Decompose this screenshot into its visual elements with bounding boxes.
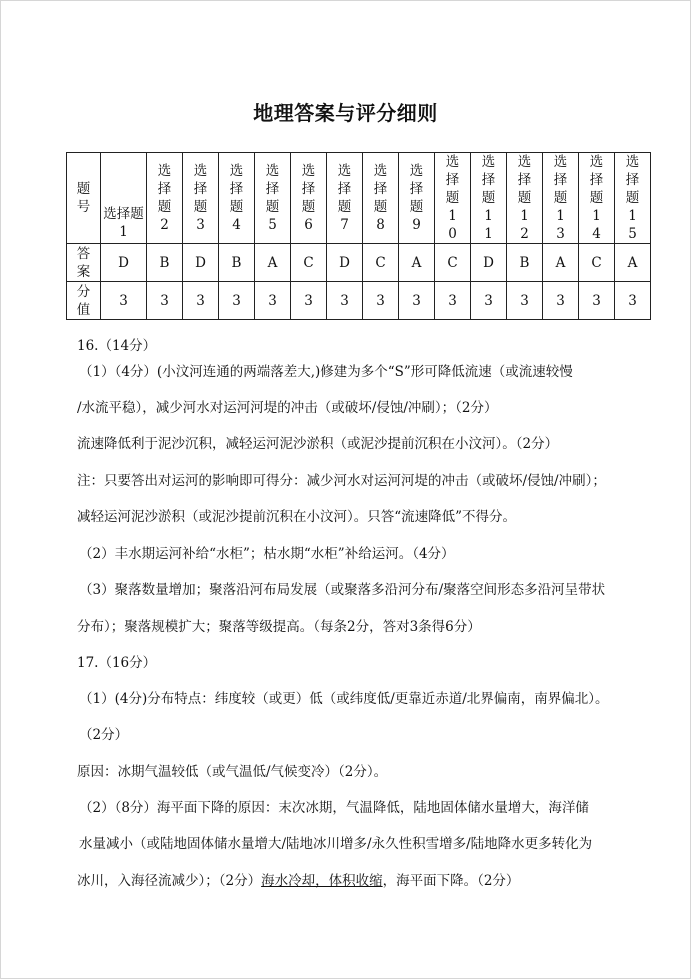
table-row-question <box>67 153 651 244</box>
answer-table <box>66 152 651 320</box>
table-cell-answer: B <box>507 244 543 282</box>
table-cell-answer: C <box>363 244 399 282</box>
table-cell-answer: A <box>543 244 579 282</box>
q17-part1-line2: （2分） <box>79 727 129 743</box>
q16-note-line1: 注：只要答出对运河的影响即可得分：减少河水对运河河堤的冲击（或破坏/侵蚀/冲刷）； <box>77 473 606 489</box>
table-cell-question: 选择题3 <box>183 153 219 244</box>
table-cell-score: 3 <box>435 282 471 320</box>
q16-heading: 16.（14分） <box>77 338 157 354</box>
page-title: 地理答案与评分细则 <box>253 101 438 125</box>
table-cell-answer: B <box>219 244 255 282</box>
q17-heading: 17.（16分） <box>77 655 157 671</box>
table-cell-score: 3 <box>183 282 219 320</box>
table-cell-question: 选择题1 <box>101 153 147 244</box>
q17-reason: 原因：冰期气温较低（或气温低/气候变冷）（2分）。 <box>77 764 388 780</box>
table-cell-score: 3 <box>615 282 651 320</box>
table-cell-answer: D <box>471 244 507 282</box>
underlined-answer: 海水冷却，体积收缩 <box>261 873 383 889</box>
q16-part1-line1: （1）（4分）(小汶河连通的两端落差大,)修建为多个“S”形可降低流速（或流速较慢 <box>79 364 573 380</box>
table-cell-score: 3 <box>147 282 183 320</box>
q17-part2-line2: 水量减小（或陆地固体储水量增大/陆地冰川增多/永久性积雪增多/陆地降水更多转化为 <box>79 836 593 852</box>
q16-part3-line1: （3）聚落数量增加；聚落沿河布局发展（或聚落多沿河分布/聚落空间形态多沿河呈带状 <box>79 582 606 598</box>
table-cell-answer: D <box>327 244 363 282</box>
table-cell-score: 3 <box>579 282 615 320</box>
table-cell-score: 3 <box>327 282 363 320</box>
table-cell-score: 3 <box>399 282 435 320</box>
table-cell-question: 选择题4 <box>219 153 255 244</box>
table-cell-question: 选择题11 <box>471 153 507 244</box>
table-cell-question: 选择题5 <box>255 153 291 244</box>
table-cell-score: 3 <box>219 282 255 320</box>
table-cell-question: 选择题7 <box>327 153 363 244</box>
table-row-score <box>67 282 651 320</box>
table-cell-question: 选择题13 <box>543 153 579 244</box>
table-cell-question: 选择题12 <box>507 153 543 244</box>
table-cell-score: 3 <box>101 282 147 320</box>
q17-part2-line3 <box>77 872 657 890</box>
table-cell-score: 3 <box>363 282 399 320</box>
table-cell-answer: C <box>291 244 327 282</box>
q17-part2-line3-end: ，海平面下降。（2分） <box>382 873 520 889</box>
table-cell-answer: D <box>101 244 147 282</box>
q17-part1-line1: （1）(4分)分布特点：纬度较（或更）低（或纬度低/更靠近赤道/北界偏南，南界偏北）。 <box>79 691 609 707</box>
table-cell-answer: B <box>147 244 183 282</box>
q16-part1-line2: /水流平稳），减少河水对运河河堤的冲击（或破坏/侵蚀/冲刷）；（2分） <box>77 400 498 416</box>
table-cell-question: 选择题14 <box>579 153 615 244</box>
table-cell-answer: A <box>399 244 435 282</box>
table-cell-question: 选择题8 <box>363 153 399 244</box>
table-cell-question: 选择题9 <box>399 153 435 244</box>
q17-part2-line3-start: 冰川，入海径流减少）；（2分） <box>77 873 262 889</box>
table-cell-question: 选择题2 <box>147 153 183 244</box>
row-header-question: 题号 <box>67 153 101 244</box>
table-row-answer <box>67 244 651 282</box>
q16-part2: （2）丰水期运河补给“水柜”；枯水期“水柜”补给运河。（4分） <box>79 546 455 562</box>
row-header-score: 分值 <box>67 282 101 320</box>
table-cell-score: 3 <box>471 282 507 320</box>
q17-part2-line1: （2）（8分）海平面下降的原因：末次冰期，气温降低，陆地固体储水量增大，海洋储 <box>79 800 589 816</box>
table-cell-answer: D <box>183 244 219 282</box>
q16-part1-line3: 流速降低利于泥沙沉积，减轻运河泥沙淤积（或泥沙提前沉积在小汶河）。（2分） <box>77 436 559 452</box>
q16-note-line2: 减轻运河泥沙淤积（或泥沙提前沉积在小汶河）。只答“流速降低”不得分。 <box>77 509 517 525</box>
table-cell-score: 3 <box>255 282 291 320</box>
table-cell-score: 3 <box>507 282 543 320</box>
table-cell-question: 选择题10 <box>435 153 471 244</box>
table-cell-question: 选择题15 <box>615 153 651 244</box>
table-cell-score: 3 <box>543 282 579 320</box>
row-header-answer: 答案 <box>67 244 101 282</box>
table-cell-answer: C <box>579 244 615 282</box>
table-cell-answer: A <box>615 244 651 282</box>
table-cell-answer: A <box>255 244 291 282</box>
table-cell-answer: C <box>435 244 471 282</box>
table-cell-score: 3 <box>291 282 327 320</box>
q16-part3-line2: 分布）；聚落规模扩大；聚落等级提高。（每条2分，答对3条得6分） <box>77 619 481 635</box>
table-cell-question: 选择题6 <box>291 153 327 244</box>
